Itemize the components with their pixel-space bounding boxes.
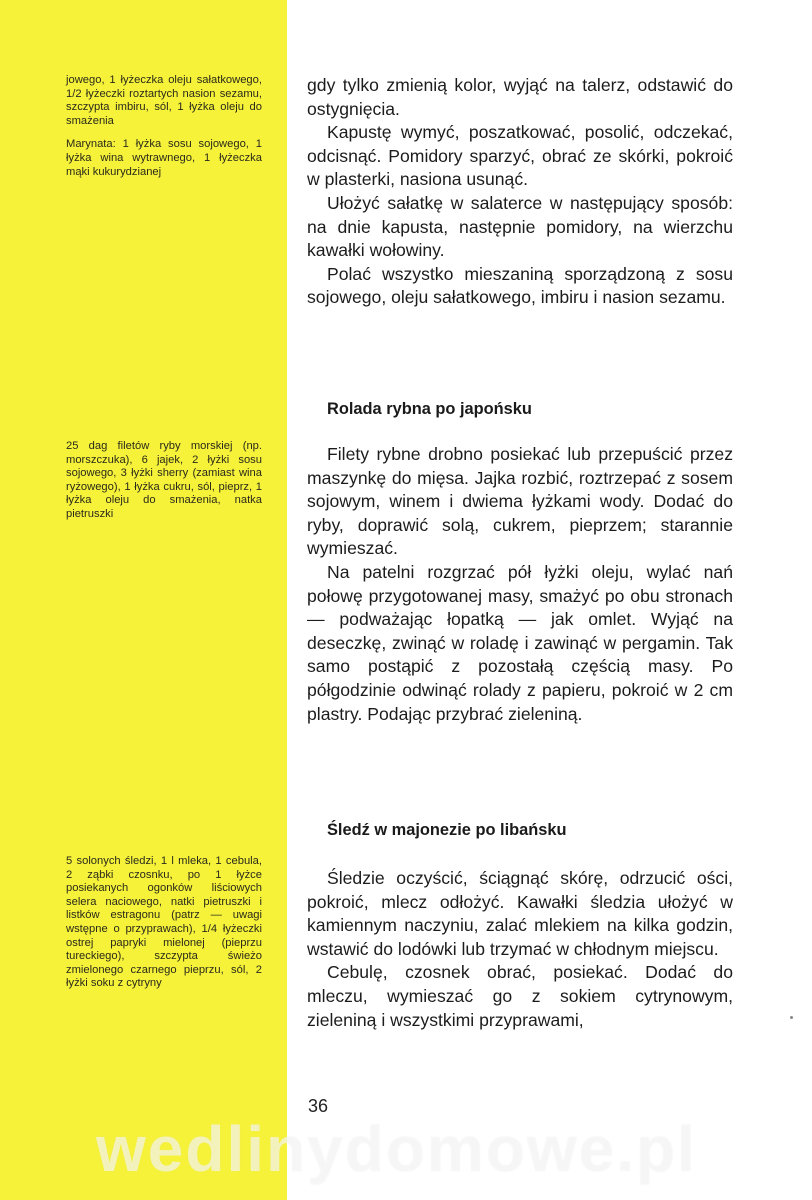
paragraph: Cebulę, czosnek obrać, posiekać. Dodać do mleczu, wymieszać go z sokiem cytrynowym, zieleniną i wszystkimi przyprawami,	[307, 962, 733, 1030]
ingredients-text: 25 dag filetów ryby morskiej (np. morszczuka), 6 jajek, 2 łyżki sosu sojowego, 3 łyżki sherry (zamiast wina ryżowego), 1 łyżka cukru, sól, pieprz, 1 łyżka oleju do smażenia, natka pietruszki	[66, 440, 262, 520]
paragraph: Filety rybne drobno posiekać lub przepuścić przez maszynkę do mięsa. Jajka rozbić, roztrzepać z sosem sojowym, winem i dwiema łyżkami wody. Dodać do ryby, doprawić solą, cukrem, pieprzem; starannie wymieszać.	[307, 444, 733, 559]
recipe-title-herring: Śledź w majonezie po libańsku	[327, 821, 567, 839]
ingredients-text: 5 solonych śledzi, 1 l mleka, 1 cebula, 2 ząbki czosnku, po 1 łyżce posiekanych ogonków liściowych selera naciowego, natki pietruszki i listków estragonu (patrz — uwagi wstępne o przyprawach), 1/4 łyżeczki ostrej papryki mielonej (pieprzu tureckiego), szczypta świeżo zmielonego czarnego pieprzu, sól, 2 łyżki soku z cytryny	[66, 855, 262, 990]
recipe-text-herring	[307, 867, 733, 1032]
paragraph: Ułożyć sałatkę w salaterce w następujący sposób: na dnie kapusta, następnie pomidory, na wierzchu kawałki wołowiny.	[307, 192, 733, 261]
paragraph: Kapustę wymyć, poszatkować, posolić, odczekać, odcisnąć. Pomidory sparzyć, obrać ze skórki, pokroić w plasterki, nasiona usunąć.	[307, 122, 733, 190]
recipe-text-fish-roll	[307, 443, 733, 726]
page-number: 36	[308, 1096, 329, 1116]
paragraph: gdy tylko zmienią kolor, wyjąć na talerz, odstawić do ostygnięcia.	[307, 75, 733, 119]
ingredients-block-salad	[66, 74, 262, 189]
paragraph: Polać wszystko mieszaniną sporządzoną z sosu sojowego, oleju sałatkowego, imbiru i nasion sezamu.	[307, 263, 733, 308]
speck-mark	[790, 1016, 793, 1019]
ingredients-block-herring	[66, 855, 262, 1001]
marinade-text: Marynata: 1 łyżka sosu sojowego, 1 łyżka wina wytrawnego, 1 łyżeczka mąki kukurydzianej	[66, 138, 262, 178]
ingredients-block-fish-roll	[66, 440, 262, 532]
paragraph: Na patelni rozgrzać pół łyżki oleju, wylać nań połowę przygotowanej masy, smażyć po obu stronach — podważając łopatką — jak omlet. Wyjąć na deseczkę, zwinąć w roladę i zawinąć w pergamin. Tak samo postąpić z pozostałą częścią masy. Po półgodzinie odwinąć rolady z papieru, pokroić w 2 cm plastry. Podając przybrać zieleniną.	[307, 561, 733, 724]
recipe-title-fish-roll: Rolada rybna po japońsku	[327, 400, 532, 418]
watermark: wedlinydomowe.pl	[96, 1113, 697, 1185]
paragraph: Śledzie oczyścić, ściągnąć skórę, odrzucić ości, pokroić, mlecz odłożyć. Kawałki śledzia ułożyć w kamiennym naczyniu, zalać mlekiem na kilka godzin, wstawić do lodówki lub trzymać w chłodnym miejscu.	[307, 868, 733, 959]
ingredients-text: jowego, 1 łyżeczka oleju sałatkowego, 1/2 łyżeczki roztartych nasion sezamu, szczypta imbiru, sól, 1 łyżka oleju do smażenia	[66, 74, 262, 127]
recipe-text-continued	[307, 74, 733, 310]
